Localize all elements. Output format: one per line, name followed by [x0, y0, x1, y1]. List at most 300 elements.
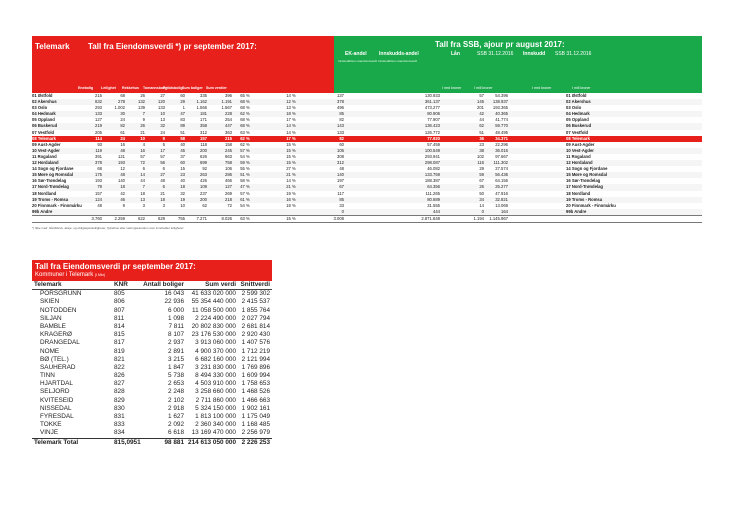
table-cell: 42 [479, 111, 484, 117]
table-cell: 72 [140, 160, 145, 166]
table-cell: 245 [225, 147, 232, 153]
municipality-value: 806 [114, 298, 125, 306]
table-cell: 127 [95, 117, 102, 123]
municipality-value: 2 415 537 [241, 298, 270, 306]
table-cell: 14 % [286, 178, 296, 184]
table-cell: 13 [140, 196, 145, 202]
table-cell: 24 [160, 129, 165, 135]
table-cell: 699 [200, 160, 207, 166]
table-cell: 111.265 [425, 190, 440, 196]
table-cell: 378 [95, 160, 102, 166]
municipality-name: PORSGRUNN [40, 290, 82, 298]
table-cell: 92 [202, 166, 207, 172]
table-cell: 20 Finnmark - Finnmárku [32, 202, 82, 208]
municipality-value: 2 920 430 [241, 331, 270, 339]
table-cell: 60 [180, 93, 185, 98]
table-cell: 05 Oppland [32, 117, 55, 123]
table-cell: 120 [158, 99, 165, 105]
table-cell: 632 [95, 99, 102, 105]
ssb-title: Tall fra SSB, ajour pr august 2017: [435, 40, 565, 49]
table-cell: 3 [162, 202, 165, 208]
table-cell: 18 [160, 196, 165, 202]
column-header: Sum boliger [182, 86, 203, 90]
total-cell: 629 [158, 215, 165, 221]
municipality-value: 4 503 910 000 [195, 380, 236, 388]
table-cell: 237 [200, 190, 207, 196]
municipality-name: NISSEDAL [40, 404, 72, 412]
table-cell: 57.459 [427, 141, 440, 147]
header-band [32, 36, 702, 83]
table-cell: 6 [162, 184, 165, 190]
municipality-value: 1 468 526 [241, 388, 270, 396]
table-cell: 18 [180, 184, 185, 190]
table-cell: 58 % [240, 178, 250, 184]
table-cell: 136.423 [424, 123, 440, 129]
table-cell: 27 [160, 172, 165, 178]
municipality-name: VINJE [40, 429, 59, 437]
table-row [32, 307, 272, 315]
table-cell: 7 [142, 111, 145, 117]
table-cell: 48 [120, 147, 125, 153]
municipality-value: 815 [114, 331, 125, 339]
table-cell: 12 % [286, 99, 296, 105]
municipality-value: 2 224 490 000 [195, 314, 236, 322]
total-cell: 622 [138, 215, 145, 221]
table-cell: 03 Oslo [32, 105, 48, 111]
table-cell: 30 [120, 111, 125, 117]
table-cell: 23 [479, 141, 484, 147]
table-cell: 109 [200, 184, 207, 190]
table-cell: 426 [200, 178, 207, 184]
table-row [32, 323, 272, 331]
innsk-date: SSB 31.12.2016 [555, 51, 592, 57]
table-cell: 29 [479, 166, 484, 172]
table-cell: 36 [479, 135, 484, 141]
table-cell: 200 [200, 196, 207, 202]
municipality-value: 834 [114, 429, 125, 437]
table-cell: 42 [120, 190, 125, 196]
column-header: Rekkehus [122, 86, 139, 90]
municipality-value: 819 [114, 347, 125, 355]
total-cell: 2.259 [114, 215, 125, 221]
table-cell: 100.549 [424, 147, 440, 153]
municipality-value: 1 813 100 000 [195, 413, 236, 420]
table-cell: 5 [162, 141, 165, 147]
table-cell: 34 [479, 196, 484, 202]
table-cell: 21 % [286, 184, 296, 190]
subtitle-note: (I Mkr) [94, 273, 106, 277]
table-cell: 188.387 [424, 178, 440, 184]
table-cell: 60 [339, 141, 344, 147]
municipality-value: 2 681 814 [241, 322, 270, 330]
table-cell: 4 [142, 141, 145, 147]
table-cell: 358 [200, 123, 207, 129]
table-cell: 02 Akershus [566, 99, 591, 105]
table-cell: 201 [477, 105, 484, 111]
table-cell: 62 [202, 202, 207, 208]
table-cell: 312 [337, 160, 344, 166]
column-header-green [334, 83, 702, 93]
table-cell: 97.667 [495, 153, 508, 159]
municipality-rows [32, 281, 272, 447]
municipality-value: 1 407 576 [241, 339, 270, 347]
municipality-value: 1 902 161 [241, 404, 270, 412]
table-row [32, 356, 272, 364]
ssb-unit-header: I mrd kroner [442, 86, 462, 90]
table-cell: 99b Andre [32, 208, 53, 214]
municipality-subtitle [32, 272, 272, 281]
municipality-value: 41 633 020 000 [191, 290, 236, 298]
table-cell: 140 [118, 178, 125, 184]
municipality-value: 2 102 [168, 396, 184, 404]
table-cell: 1.191 [221, 99, 232, 105]
table-cell: 57 [140, 153, 145, 159]
innskudd-sub: Innskudd/sum eiendomsverdi [378, 59, 418, 63]
table-cell: 64.156 [495, 178, 508, 184]
table-cell: 278 [118, 99, 125, 105]
total-cell: 7.271 [196, 215, 207, 221]
municipality-value: 2 891 [168, 347, 184, 355]
table-cell: 15 [180, 166, 185, 172]
table-cell: 16 Sør-Trøndelag [32, 178, 67, 184]
table-cell: 466 [225, 178, 232, 184]
table-cell: 19 Troms - Romsa [32, 196, 69, 202]
table-cell: 48 [97, 202, 102, 208]
table-cell: 51 [479, 129, 484, 135]
table-cell: 293 [95, 105, 102, 111]
table-cell: 10 Vest-Agder [566, 147, 594, 153]
totals-row [32, 215, 702, 223]
table-cell: 116 [477, 160, 484, 166]
innsk-label: Innskudd [523, 51, 546, 57]
table-cell: 18 [140, 190, 145, 196]
table-cell: 269 [225, 190, 232, 196]
table-row [32, 405, 272, 413]
ssb-unit-header: I mill kroner [474, 86, 493, 90]
municipality-value: 6 682 160 000 [195, 355, 236, 363]
table-cell: 286 [225, 172, 232, 178]
municipality-value: 7 811 [168, 322, 184, 330]
table-cell: 67 [479, 178, 484, 184]
municipality-value: 830 [114, 404, 125, 412]
municipality-value: 2 918 [168, 404, 184, 412]
table-cell: 64.356 [427, 184, 440, 190]
column-header: Fritidsbolig [163, 86, 183, 90]
municipality-name: DRANGEDAL [40, 339, 80, 347]
table-cell: 145 [477, 99, 484, 105]
table-cell: 27 [160, 93, 165, 98]
table-cell: 11 Rogaland [566, 153, 591, 159]
table-cell: 32 [160, 123, 165, 129]
municipality-value: 6 618 [168, 429, 184, 437]
municipality-value: 805 [114, 290, 125, 298]
table-row [32, 339, 272, 347]
table-cell: 13 [160, 117, 165, 123]
municipality-value: 3 913 060 000 [195, 339, 236, 347]
municipality-value: 829 [114, 396, 125, 404]
total-cell: 1.145.967 [489, 215, 508, 221]
table-cell: 31.555 [427, 202, 440, 208]
table-cell: 0 [481, 208, 484, 214]
table-cell: 12 [120, 166, 125, 172]
table-cell: 45 [180, 147, 185, 153]
total-cell: 1.194 [473, 215, 484, 221]
table-cell: 254 [225, 117, 232, 123]
table-cell: 82 [339, 135, 344, 141]
table-cell: 34.371 [495, 135, 508, 141]
municipality-value: 3 231 830 000 [195, 363, 236, 371]
table-cell: 164 [501, 208, 508, 214]
column-header: Sum verdier [206, 86, 227, 90]
table-cell: 758 [225, 160, 232, 166]
municipality-value: 1 855 764 [241, 306, 270, 314]
table-cell: 181 [200, 111, 207, 117]
table-cell: 12 Hordaland [32, 160, 59, 166]
table-cell: 33 [339, 202, 344, 208]
table-cell: 193.365 [492, 105, 508, 111]
table-cell: 62 % [240, 135, 250, 141]
table-cell: 17 Nord-Trøndelag [32, 184, 69, 190]
total-cell: 3.760 [91, 215, 102, 221]
table-cell: 55 % [240, 166, 250, 172]
table-cell: 22.296 [495, 141, 508, 147]
table-cell: 68 % [240, 117, 250, 123]
table-cell: 197 [337, 178, 344, 184]
table-cell: 10 [140, 135, 145, 141]
municipality-value: 2 027 794 [241, 314, 270, 322]
table-cell: 19 Troms - Romsa [566, 196, 603, 202]
table-cell: 124 [95, 196, 102, 202]
municipality-value: 8 494 330 000 [195, 372, 236, 380]
table-cell: 46 [120, 196, 125, 202]
table-cell: 16 [120, 141, 125, 147]
table-cell: 27.574 [495, 166, 508, 172]
table-cell: 7 [142, 184, 145, 190]
table-cell: 44 [479, 117, 484, 123]
table-cell: 21 [160, 190, 165, 196]
table-cell: 40 [180, 178, 185, 184]
table-cell: 50 [479, 190, 484, 196]
table-cell: 83 [180, 117, 185, 123]
table-cell: 20 Finnmark - Finnmárku [566, 202, 616, 208]
table-cell: 15 % [286, 153, 296, 159]
table-cell: 14 [140, 172, 145, 178]
municipality-table [32, 260, 272, 447]
municipality-value: Snittverdi [240, 281, 270, 288]
municipality-value: 1 758 653 [241, 380, 270, 388]
table-cell: 13.069 [495, 202, 508, 208]
table-cell: 14 [479, 202, 484, 208]
municipality-value: 16 043 [164, 290, 184, 298]
municipality-value: 3 258 660 000 [195, 388, 236, 396]
table-cell: 14 % [286, 129, 296, 135]
lan-label: Lån [451, 51, 460, 57]
table-cell: 130.933 [424, 93, 440, 98]
municipality-value: 811 [114, 314, 125, 322]
table-cell: 72 [227, 202, 232, 208]
table-cell: 62 % [240, 141, 250, 147]
municipality-value: 828 [114, 388, 125, 396]
total-row [32, 438, 272, 447]
table-cell: 361.137 [424, 99, 440, 105]
table-cell: 444 [433, 208, 440, 214]
municipality-value: 2 711 860 000 [195, 396, 236, 404]
table-cell: 85 [339, 111, 344, 117]
ssb-unit-header: I mrd kroner [532, 86, 552, 90]
municipality-name: NOME [40, 347, 60, 355]
table-cell: 16 % [286, 196, 296, 202]
table-cell: 03 Oslo [566, 105, 582, 111]
table-cell: 19 [180, 196, 185, 202]
subtitle-text: Kommuner i Telemark [35, 272, 94, 278]
table-cell: 626 [200, 153, 207, 159]
innskudd-label: Innskudds-andel [379, 51, 419, 57]
municipality-value: 5 738 [168, 372, 184, 380]
table-row [32, 298, 272, 306]
table-cell: 10 Vest-Agder [32, 147, 60, 153]
region-table [32, 93, 702, 223]
table-cell: 139 [138, 105, 145, 111]
table-cell: 77.920 [427, 135, 440, 141]
table-cell: 99b Andre [566, 208, 587, 214]
municipality-value: 1 466 663 [241, 396, 270, 404]
table-cell: 363 [225, 129, 232, 135]
table-cell: 133.759 [424, 172, 440, 178]
table-row [32, 348, 272, 356]
table-cell: 111.302 [493, 160, 508, 166]
table-cell: 21 % [286, 172, 296, 178]
table-cell: 07 Vestfold [566, 129, 589, 135]
table-cell: 26 [140, 123, 145, 129]
table-cell: 46.082 [427, 166, 440, 172]
table-cell: 16 [140, 147, 145, 153]
table-cell: 26 [140, 93, 145, 98]
municipality-value: 13 169 470 000 [191, 429, 236, 437]
table-cell: 312 [200, 129, 207, 135]
table-cell: 1.567 [221, 105, 232, 111]
table-cell: 219 [95, 123, 102, 129]
table-cell: 133 [158, 105, 165, 111]
table-cell: 85 [339, 196, 344, 202]
table-row [32, 421, 272, 429]
table-cell: 11 Rogaland [32, 153, 57, 159]
table-cell: 06 Buskerud [32, 123, 58, 129]
table-cell: 24 [120, 117, 125, 123]
table-cell: 293.941 [424, 153, 440, 159]
table-cell: 41.774 [495, 117, 508, 123]
table-cell: 08 Telemark [566, 135, 590, 141]
table-row [32, 315, 272, 323]
table-cell: 68 [97, 166, 102, 172]
table-cell: 19 % [286, 190, 296, 196]
table-cell: 126.772 [424, 129, 440, 135]
table-cell: 07 Vestfold [32, 129, 55, 135]
table-row [32, 372, 272, 380]
table-cell: 79 [97, 184, 102, 190]
municipality-value: 2 937 [168, 339, 184, 347]
table-cell: 59 [479, 172, 484, 178]
table-cell: 48 [339, 166, 344, 172]
municipality-value: 815,0951 [114, 438, 141, 446]
table-cell: 16 Sør-Trøndelag [566, 178, 601, 184]
table-cell: 132 [138, 99, 145, 105]
table-cell: 15 Møre og Romsdal [32, 172, 73, 178]
municipality-value: Sum verdi [205, 281, 236, 288]
municipality-title: Tall fra Eiendomsverdi pr september 2017: [32, 260, 272, 272]
municipality-value: 23 176 530 000 [191, 331, 236, 339]
column-header-band [32, 83, 702, 93]
table-cell: 32.821 [495, 196, 508, 202]
table-cell: 102 [477, 153, 484, 159]
lan-date: SSB 31.12.2016 [477, 51, 514, 57]
table-cell: 215 [225, 135, 232, 141]
table-cell: 48 [160, 178, 165, 184]
table-cell: 9 [142, 117, 145, 123]
table-cell: 40 [180, 141, 185, 147]
municipality-value: 833 [114, 421, 125, 429]
table-cell: 44 [140, 178, 145, 184]
total-cell: 8.026 [221, 215, 232, 221]
municipality-value: 1 769 896 [241, 363, 270, 371]
municipality-value: 822 [114, 363, 125, 371]
table-cell: 63 % [240, 129, 250, 135]
table-cell: 40.365 [495, 111, 508, 117]
table-cell: 48 [120, 172, 125, 178]
municipality-value: 2 092 [168, 421, 184, 429]
table-cell: 15 % [286, 147, 296, 153]
municipality-name: HJARTDAL [40, 380, 73, 388]
table-row [32, 364, 272, 372]
total-cell: 3.008 [333, 215, 344, 221]
table-cell: 68 % [240, 123, 250, 129]
table-cell: 14 Sogn og Fjordane [566, 166, 608, 172]
table-cell: 396 [225, 93, 232, 98]
table-cell: 1.566 [196, 105, 207, 111]
municipality-name: TOKKE [40, 421, 62, 429]
table-cell: 54 % [240, 153, 250, 159]
table-cell: 118 [200, 141, 207, 147]
table-cell: 18 Nordland [32, 190, 57, 196]
table-cell: 47 % [240, 184, 250, 190]
table-cell: 121 [118, 153, 125, 159]
table-cell: 59 % [240, 160, 250, 166]
table-cell: 56 [160, 160, 165, 166]
table-row [32, 388, 272, 396]
municipality-value: 1 098 [168, 314, 184, 322]
table-cell: 47.916 [495, 190, 508, 196]
table-cell: 48.495 [495, 129, 508, 135]
table-cell: 27 % [286, 166, 296, 172]
table-cell: 157 [95, 190, 102, 196]
municipality-value: 1 609 994 [241, 372, 270, 380]
table-cell: 335 [200, 93, 207, 98]
table-cell: 93 [97, 141, 102, 147]
table-cell: 391 [95, 153, 102, 159]
table-cell: 18 Nordland [566, 190, 591, 196]
table-cell: 68 % [240, 99, 250, 105]
table-cell: 308 [337, 153, 344, 159]
municipality-value: 5 324 150 000 [195, 404, 236, 412]
table-cell: 119 [95, 147, 102, 153]
table-cell: 18 % [286, 111, 296, 117]
table-cell: 82 [120, 123, 125, 129]
ssb-unit-header: I mill kroner [572, 86, 591, 90]
municipality-name: SAUHERAD [40, 363, 76, 371]
table-cell: 663 [225, 153, 232, 159]
municipality-value: 831 [114, 413, 125, 420]
municipality-value: 817 [114, 339, 125, 347]
table-cell: 138.937 [492, 99, 508, 105]
